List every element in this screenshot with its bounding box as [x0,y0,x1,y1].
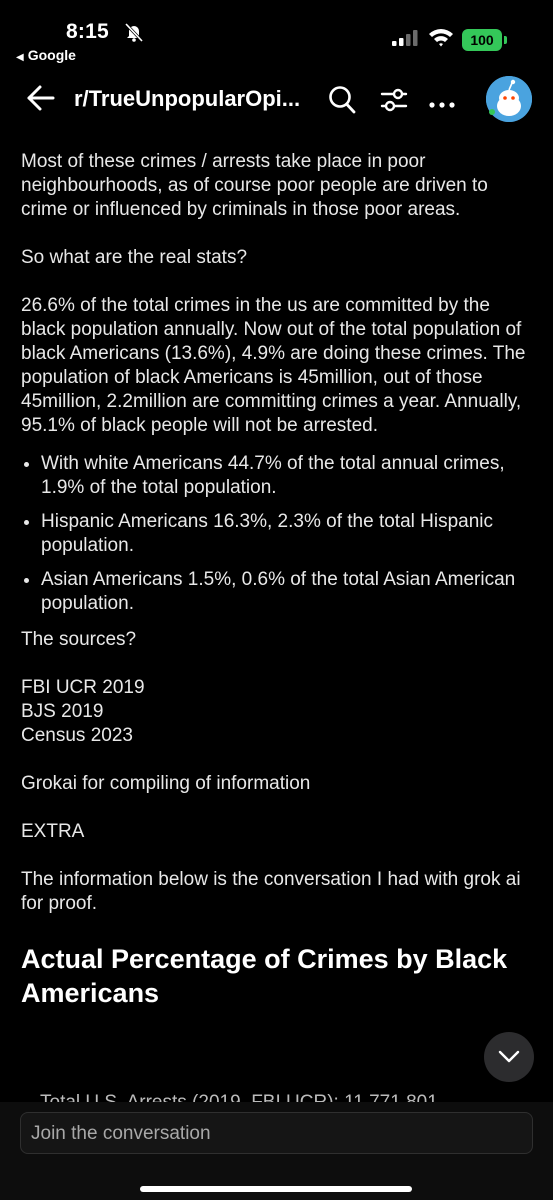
chevron-down-icon [498,1050,520,1064]
post-body [21,150,526,1010]
source-item: BJS 2019 [21,701,104,722]
signal-icon [392,30,418,51]
bullet-item: • Hispanic Americans 16.3%, 2.3% of the total Hispanic population. [41,510,526,558]
sources-list [21,676,526,748]
bottom-bar [0,1102,553,1200]
back-arrow-icon[interactable] [26,84,56,117]
subreddit-title[interactable]: r/TrueUnpopularOpi... [74,86,301,111]
bell-muted-icon [124,22,144,47]
bullet-item: • Asian Americans 1.5%, 0.6% of the total Asian American population. [41,568,526,616]
source-item: FBI UCR 2019 [21,677,145,698]
top-nav [0,72,553,128]
filter-icon[interactable] [380,85,408,120]
status-time: 8:15 [66,20,109,43]
section-heading: Actual Percentage of Crimes by Black Americans [21,944,508,1008]
truncated-line [40,1092,438,1102]
wifi-icon [428,27,454,52]
source-item: Census 2023 [21,725,133,746]
extra-label: EXTRA [21,821,85,842]
bullet-item: • With white Americans 44.7% of the total annual crimes, 1.9% of the total population. [41,452,526,500]
battery-indicator: 100 [462,29,502,51]
battery-nub [504,36,507,44]
search-icon[interactable] [328,85,356,120]
status-bar [0,0,553,70]
compiling-note: Grokai for compiling of information [21,773,311,794]
paragraph-neighbourhoods: Most of these crimes / arrests take place in poor neighbourhoods, as of course poor people are driven to crime or influenced by criminals in those poor areas. [21,151,488,220]
back-app-label: Google [27,47,76,63]
stats-bullet-list [21,452,526,616]
join-conversation-input[interactable]: Join the conversation [20,1112,533,1154]
user-avatar[interactable] [486,76,532,122]
home-indicator [140,1186,412,1192]
paragraph-real-stats: So what are the real stats? [21,247,248,268]
paragraph-stats: 26.6% of the total crimes in the us are committed by the black population annually. Now out of the total population of black Americans (13.6%), 4.9% are doing these crimes. The population of black Americans is 45million, out of those 45million, 2.2million are committing crimes a year. Annually, 95.1% of black people will not be arrested. [21,295,526,436]
more-options-icon[interactable] [428,96,456,114]
scroll-down-button[interactable] [484,1032,534,1082]
back-to-app[interactable]: ◀ Google [16,47,76,63]
sources-heading: The sources? [21,629,137,650]
info-below-paragraph: The information below is the conversation I had with grok ai for proof. [21,869,521,914]
